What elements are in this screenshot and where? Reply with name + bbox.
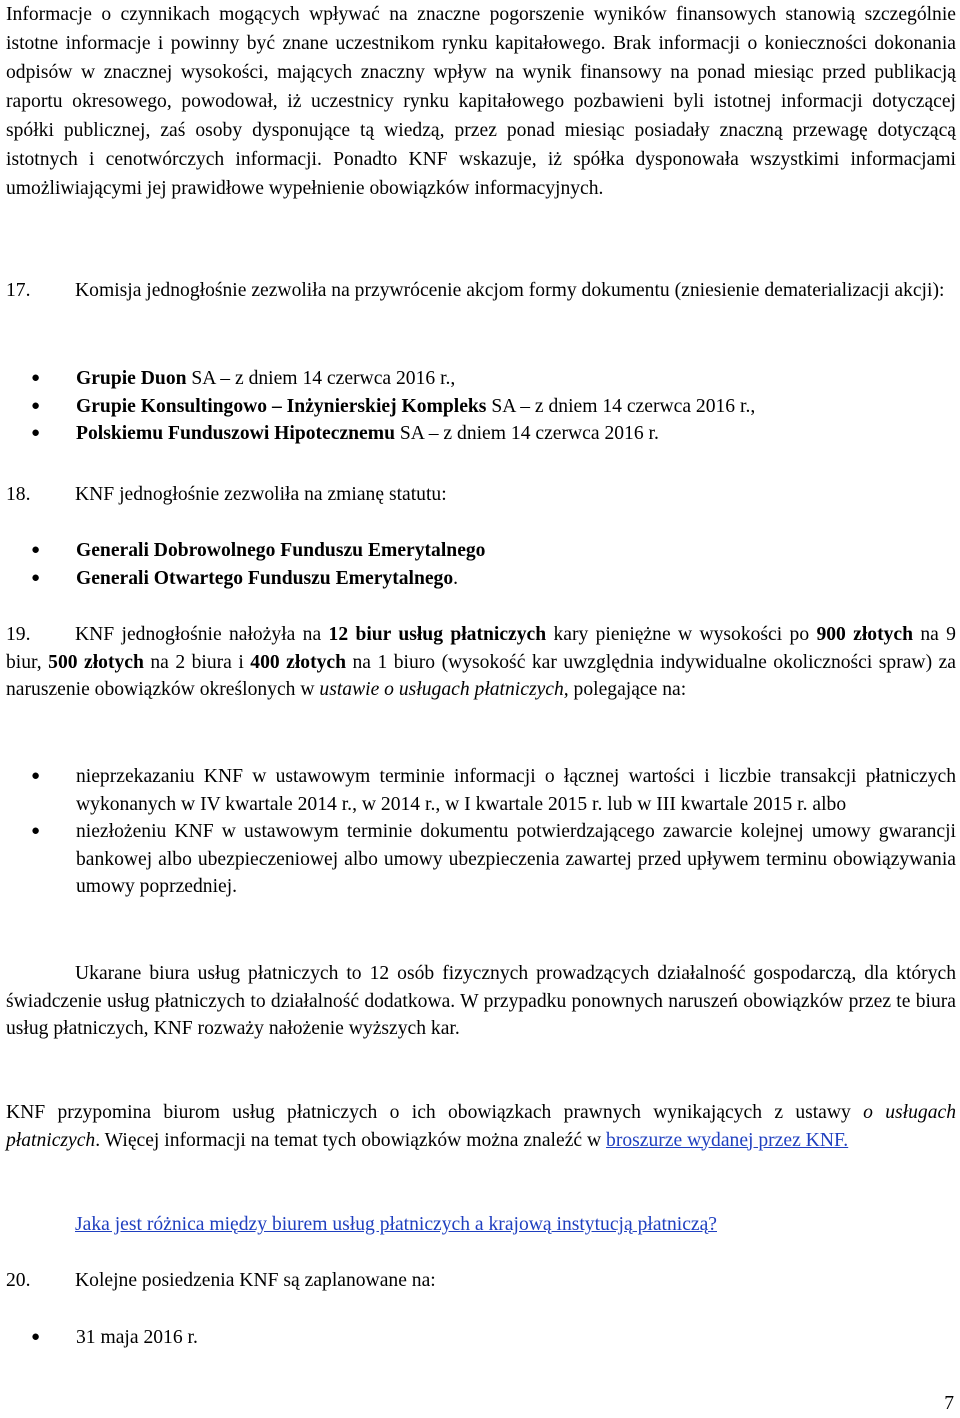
item-19-bold: 12 biur usług płatniczych (328, 624, 547, 645)
list-item-text: . (453, 567, 459, 589)
bullet-icon: ● (31, 397, 41, 414)
list-item (6, 565, 956, 593)
entity-name: Generali Dobrowolnego Funduszu Emerytalnego (76, 540, 486, 561)
list-item (6, 1324, 956, 1352)
item-20-text: Kolejne posiedzenia KNF są zaplanowane na: (75, 1270, 436, 1291)
intro-paragraph (6, 0, 956, 203)
intro-text-b: Brak informacji o konieczności dokonania odpisów w znacznej wysokości, mających znaczny wpływ na wynik finansowy na ponad miesiąc przed publikacją raportu okresowego, powodował, iż uczestnicy rynku kapitałowego pozbawieni byli istotnej informacji dotyczącej spółki publicznej, zaś osoby dysponujące tą wiedzą, przez ponad miesiąc posiadały znaczną przewagę dotyczącą istotnych i cenotwórczych informacji. (6, 33, 956, 170)
intro-text-c: Ponadto KNF wskazuje, iż spółka dysponowała wszystkimi informacjami umożliwiającymi jej prawidłowe wypełnienie obowiązków informacyjnych. (6, 149, 956, 199)
item-19-text: na 1 biuro (wysokość kar uwzględnia indywidualne okoliczności spraw) za naruszenie obowiązków określonych w (6, 651, 956, 701)
item-17-list (6, 365, 956, 448)
bullet-icon: ● (31, 370, 41, 386)
page-number: 7 (944, 1393, 954, 1414)
item-18-text: KNF jednogłośnie zezwoliła na zmianę statutu: (75, 484, 447, 505)
item-18-number: 18. (6, 484, 31, 505)
item-19-question (6, 1211, 956, 1239)
item-17-number: 17. (6, 280, 31, 301)
bullet-icon: ● (31, 1329, 41, 1345)
item-19-bold: 500 złotych (48, 651, 144, 673)
item-19-text: KNF jednogłośnie nałożyła na (75, 624, 329, 645)
item-19-italic: ustawie o usługach płatniczych, (319, 679, 569, 701)
list-item-text: niezłożeniu KNF w ustawowym terminie dokumentu potwierdzającego zawarcie kolejnej umowy gwarancji bankowej albo ubezpieczeniowej albo umowy ubezpieczenia zawartej przed upływem terminu obowiązywania umowy poprzedniej. (76, 821, 956, 898)
intro-text-a: Informacje o czynnikach mogących wpływać na znaczne pogorszenie wyników finansowych stanowią szczególnie istotne informacje i powinny być znane uczestnikom rynku kapitałowego. (6, 4, 956, 54)
list-item-text: SA – z dniem 14 czerwca 2016 r. (394, 423, 659, 445)
entity-name: Generali Otwartego Funduszu Emerytalnego (76, 567, 454, 589)
bullet-icon: ● (31, 823, 41, 840)
item-19-para2 (6, 960, 956, 1043)
item-19-text: polegające na: (568, 679, 687, 701)
list-item (6, 537, 956, 565)
list-item-text: SA – z dniem 14 czerwca 2016 r., (486, 395, 756, 417)
bullet-icon: ● (31, 425, 41, 442)
item-19-text: na 9 biur, (6, 624, 956, 673)
list-item (6, 393, 956, 421)
paragraph-text: KNF przypomina biurom usług płatniczych o ich obowiązkach prawnych wynikających z ustawy (6, 1102, 864, 1123)
item-18 (6, 481, 956, 509)
item-18-list (6, 537, 956, 592)
list-item (6, 818, 956, 901)
entity-name: Grupie Duon (76, 368, 187, 389)
bullet-icon: ● (31, 569, 41, 586)
paragraph: Ukarane biura usług płatniczych to 12 osób fizycznych prowadzących działalność gospodarczą, dla których świadczenie usług płatniczych to działalność dodatkowa. W przypadku ponownych naruszeń obowiązków przez te biura usług płatniczych, KNF rozważy nałożenie wyższych kar. (6, 963, 956, 1040)
bullet-icon: ● (31, 768, 41, 784)
item-19-text: kary pieniężne w wysokości po (546, 624, 817, 645)
list-item (6, 420, 956, 448)
item-17-text: Komisja jednogłośnie zezwoliła na przywrócenie akcjom formy dokumentu (zniesienie dematerializacji akcji): (75, 280, 945, 301)
item-19-number: 19. (6, 624, 31, 645)
item-20 (6, 1267, 956, 1295)
payment-office-difference-link[interactable]: Jaka jest różnica między biurem usług płatniczych a krajową instytucją płatniczą? (75, 1214, 717, 1235)
item-19-list (6, 763, 956, 901)
brochure-link[interactable]: broszurze wydanej przez KNF. (606, 1129, 849, 1151)
list-item (6, 365, 956, 393)
item-20-list (6, 1324, 956, 1352)
entity-name: Grupie Konsultingowo – Inżynierskiej Kompleks (76, 395, 487, 417)
list-item (6, 763, 956, 818)
item-19 (6, 621, 956, 704)
item-19-text: na 2 biura i (143, 651, 251, 673)
item-19-para3 (6, 1099, 956, 1154)
item-20-number: 20. (6, 1270, 31, 1291)
item-17 (6, 277, 956, 305)
paragraph-text: . Więcej informacji na temat tych obowiązków można znaleźć w (95, 1129, 607, 1151)
item-19-bold: 400 złotych (250, 651, 347, 673)
item-19-bold: 900 złotych (816, 624, 914, 645)
paragraph-italic: o usługach płatniczych (6, 1102, 956, 1151)
list-item-text: SA – z dniem 14 czerwca 2016 r., (186, 368, 456, 389)
entity-name: Polskiemu Funduszowi Hipotecznemu (76, 423, 395, 445)
list-item-text: nieprzekazaniu KNF w ustawowym terminie informacji o łącznej wartości i liczbie transakcji płatniczych wykonanych w IV kwartale 2014 r., w 2014 r., w I kwartale 2015 r. lub w III kwartale 2015 r. albo (76, 766, 956, 815)
bullet-icon: ● (31, 542, 41, 558)
list-item-text: 31 maja 2016 r. (76, 1327, 198, 1348)
